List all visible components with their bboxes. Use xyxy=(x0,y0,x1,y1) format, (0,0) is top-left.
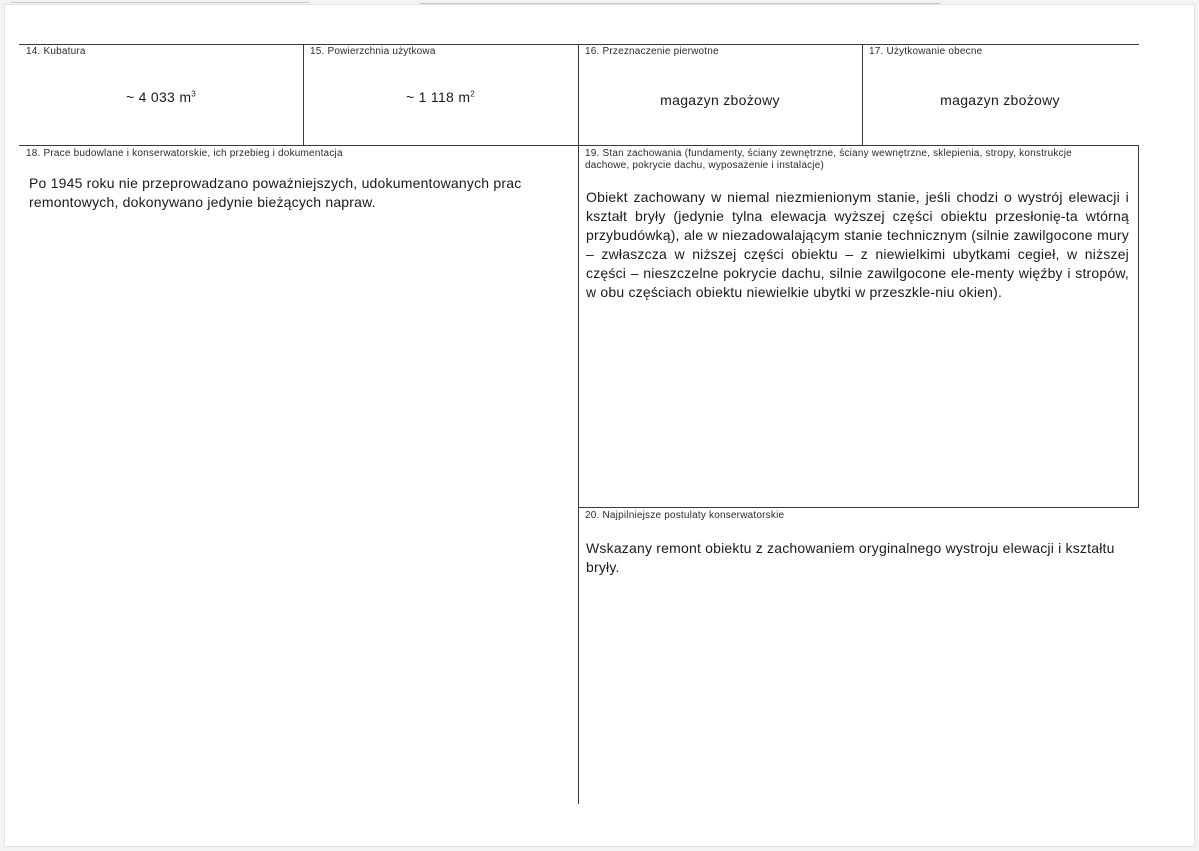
field-15-value-text: ~ 1 118 m xyxy=(405,89,471,105)
field-20-label: 20. Najpilniejsze postulaty konserwatorskie xyxy=(585,510,785,521)
paper-scuff xyxy=(420,3,940,4)
field-15-value xyxy=(303,89,578,105)
field-14-label: 14. Kubatura xyxy=(26,46,86,57)
divider-right xyxy=(1138,145,1139,507)
field-17-label: 17. Użytkowanie obecne xyxy=(869,46,983,57)
top-border xyxy=(19,44,1139,45)
field-15-value-exponent: 2 xyxy=(470,89,476,99)
field-20-text: Wskazany remont obiektu z zachowaniem oryginalnego wystroju elewacji i kształtu bryły. xyxy=(586,540,1115,575)
divider-row-2 xyxy=(578,507,1139,508)
field-18-text: Po 1945 roku nie przeprowadzano poważniejszych, udokumentowanych prac remontowych, dokonywano jedynie bieżących napraw. xyxy=(29,175,522,210)
form-sheet xyxy=(4,4,1195,847)
paper-scuff xyxy=(10,2,310,3)
divider-row-1 xyxy=(19,145,1139,146)
field-14-value xyxy=(19,89,303,105)
field-16-value: magazyn zbożowy xyxy=(660,92,780,108)
field-14-value-exponent: 3 xyxy=(191,89,197,99)
field-19-text: Obiekt zachowany w niemal niezmienionym stanie, jeśli chodzi o wystrój elewacji i kształt bryły (jedynie tylna elewacja wyższej części obiektu przesłonię-ta wtórną przybudówką), ale w niezadowalającym stanie technicznym (silnie zawilgocone mury – zwłaszcza w niższej części obiektu – z niewielkimi ubytkami cegieł, w niższej części – nieszczelne pokrycie dachu, silnie zawilgocone ele-menty więźby i stropów, w obu częściach obiektu niewielkie ubytki w przeszkle-niu okien). xyxy=(586,189,1129,300)
field-16-label: 16. Przeznaczenie pierwotne xyxy=(585,46,719,57)
field-15-label: 15. Powierzchnia użytkowa xyxy=(310,46,436,57)
field-18-label: 18. Prace budowlane i konserwatorskie, ich przebieg i dokumentacja xyxy=(26,148,343,159)
field-14-value-text: ~ 4 033 m xyxy=(125,89,192,105)
field-19-label: 19. Stan zachowania (fundamenty, ściany zewnętrzne, ściany wewnętrzne, sklepienia, stropy, konstrukcje dachowe, pokrycie dachu, wyposażenie i instalacje) xyxy=(585,148,1072,171)
field-17-value: magazyn zbożowy xyxy=(940,92,1060,108)
divider-col-b xyxy=(578,44,579,804)
